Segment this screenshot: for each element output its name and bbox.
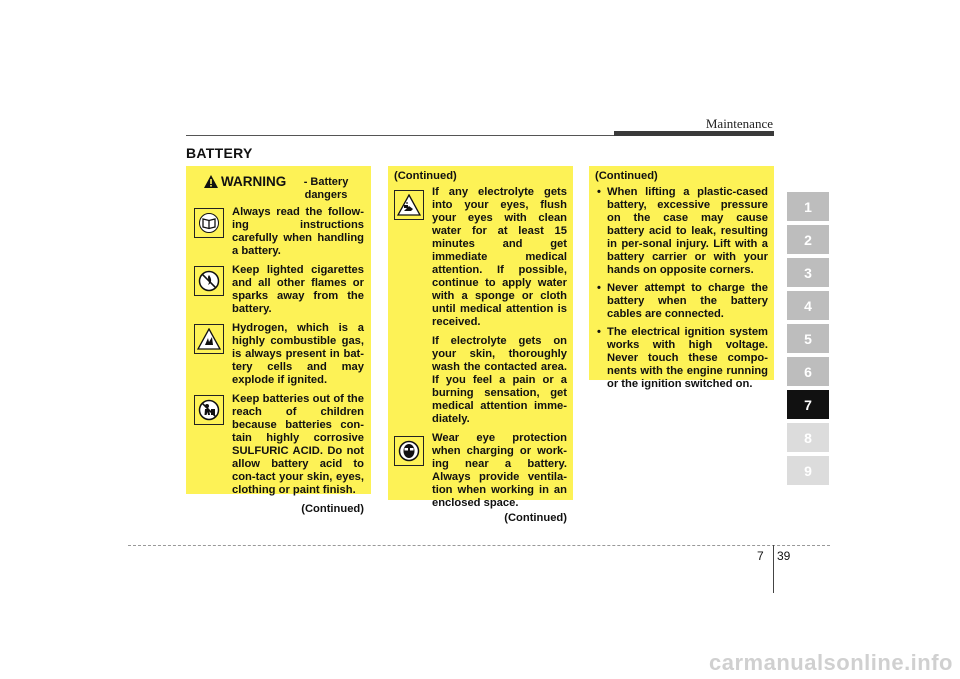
chapter-tab-1[interactable]: 1 [787,192,829,221]
chapter-tab-2[interactable]: 2 [787,225,829,254]
warning-item-text: Hydrogen, which is a highly combustible gas, is always present in bat-tery cells and may explode if ignited. [232,322,364,386]
list-item: • Never attempt to charge the battery when the battery cables are connected. [595,282,768,321]
warning-panel-2 [388,166,573,524]
warning-triangle-icon [204,175,218,188]
header-title: Maintenance [705,116,773,131]
footer-rule [128,545,830,546]
warning-word: WARNING [221,174,287,189]
list-item: • When lifting a plastic-cased battery, excessive pressure on the case may cause battery acid to leak, resulting in per-sonal injury. Lift with a battery carrier or with your hands on opposite corners. [595,186,768,277]
warning-item-text: If any electrolyte gets into your eyes, flush your eyes with clean water for at least 15 minutes and get immediate medical attention. If possible, continue to apply water with a sponge or cloth until medical attention is received. [432,186,567,328]
header-rule-accent [614,131,774,136]
chapter-tab-5[interactable]: 5 [787,324,829,353]
chapter-tab-7[interactable]: 7 [787,390,829,419]
warning-item [394,432,567,510]
warning-subtitle: - Battery dangers [303,176,349,201]
warning-item [394,186,567,329]
chapter-tab-6[interactable]: 6 [787,357,829,386]
continued-label: (Continued) [301,503,364,515]
no-flame-icon [194,266,224,296]
warning-item-text: Always read the follow-ing instructions carefully when handling a battery. [232,206,364,257]
footer-divider [773,545,774,593]
continued-label: (Continued) [595,170,658,182]
warning-item-text: Keep lighted cigarettes and all other flames or sparks away from the battery. [232,264,364,315]
page-number: 39 [777,549,791,563]
chapter-tab-3[interactable]: 3 [787,258,829,287]
keep-away-children-icon [194,395,224,425]
acid-burn-icon [394,190,424,220]
list-item: • The electrical ignition system works with high voltage. Never touch these compo-nents with the engine running or the ignition switched on. [595,326,768,391]
chapter-tab-4[interactable]: 4 [787,291,829,320]
page-chapter: 7 [757,549,764,563]
warning-item-text: Wear eye protection when charging or work-ing near a battery. Always provide ventila-tion when working in an enclosed space. [432,432,567,509]
warning-header [194,172,364,206]
warning-item [194,322,364,387]
chapter-tab-8[interactable]: 8 [787,423,829,452]
warning-panel-3 [589,166,774,390]
warning-paragraph: If electrolyte gets on your skin, thoroughly wash the contacted area. If you feel a pain or a burning sensation, get medical attention imme-diately. [432,335,567,425]
continued-label: (Continued) [394,170,457,182]
watermark: carmanualsonline.info [709,650,953,675]
bullet-list [595,186,768,391]
explosion-icon [194,324,224,354]
warning-panel-1 [186,166,371,515]
section-title: BATTERY [186,145,253,161]
eye-protection-icon [394,436,424,466]
warning-item [194,393,364,497]
manual-book-icon [194,208,224,238]
warning-item [194,206,364,258]
warning-item-text: Keep batteries out of the reach of children because batteries con-tain highly corrosive SULFURIC ACID. Do not allow battery acid to con-tact your skin, eyes, clothing or paint finish. [232,393,364,496]
continued-label: (Continued) [504,512,567,524]
warning-item [194,264,364,316]
chapter-tabs [787,192,829,489]
chapter-tab-9[interactable]: 9 [787,456,829,485]
